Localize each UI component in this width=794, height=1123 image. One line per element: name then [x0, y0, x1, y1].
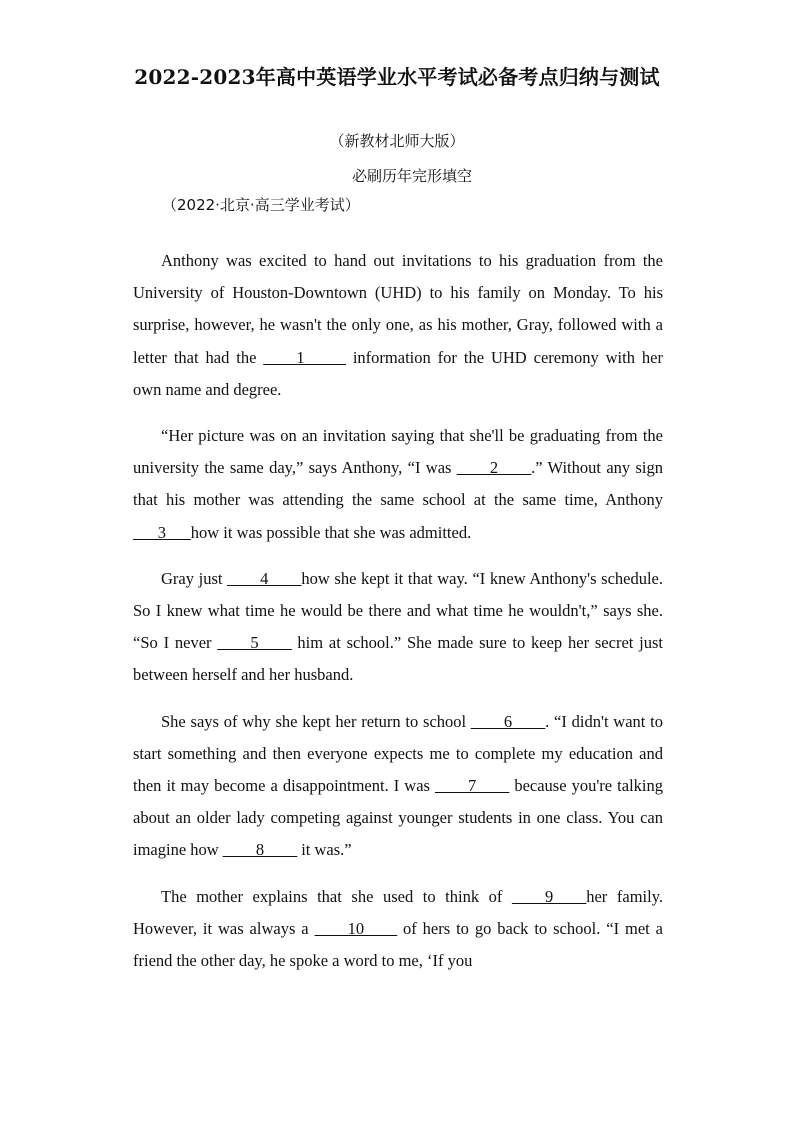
blank-2: ____2____ — [456, 458, 532, 478]
paragraph-text: Anthony was excited to hand out invitations to his graduation from the University of Houston-Downtown (UHD) to his family on Monday. To his surprise, however, he wasn't the only one, as his mother, Gray, followed with a letter that had the — [133, 251, 663, 367]
paragraph-text: her family. However, it was always a — [133, 886, 663, 938]
blank-1: ____1_____ — [263, 347, 346, 367]
paragraph-text: it was.” — [297, 840, 352, 860]
blank-6: ____6____ — [470, 711, 546, 731]
paragraph-2 — [133, 420, 663, 549]
paragraph-4 — [133, 706, 663, 867]
paragraph-text: The mother explains that she used to think of — [161, 886, 512, 906]
paragraph-3 — [133, 563, 663, 692]
paragraph-text: because you're talking about an older lady competing against younger students in one class. You can imagine how — [133, 776, 663, 860]
paragraph-1 — [133, 245, 663, 406]
blank-4: ____4____ — [227, 568, 302, 588]
paragraph-text: how she kept it that way. “I knew Anthony's schedule. So I knew what time he would be there and what time he wouldn't,” says she. “So I never — [133, 568, 663, 653]
paragraph-text: of hers to go back to school. “I met a friend the other day, he spoke a word to me, ‘If you — [133, 918, 663, 971]
paragraph-text: information for the UHD ceremony with her own name and degree. — [133, 347, 663, 399]
blank-9: ____9____ — [511, 886, 587, 906]
paragraph-text: “Her picture was on an invitation saying that she'll be graduating from the university the same day,” says Anthony, “I was — [133, 426, 663, 478]
paragraph-5 — [133, 881, 663, 978]
document-title: 2022-2023年高中英语学业水平考试必备考点归纳与测试 — [134, 65, 660, 89]
paragraph-text: him at school.” She made sure to keep her secret just between herself and her husband. — [133, 633, 664, 685]
blank-8: ____8____ — [222, 840, 298, 860]
edition-label: （新教材北师大版） — [329, 132, 465, 150]
passage — [133, 245, 663, 991]
paragraph-text: .” Without any sign that his mother was attending the same school at the same time, Anthony — [133, 458, 663, 510]
paragraph-text: how it was possible that she was admitted. — [190, 522, 472, 542]
paragraph-text: Gray just — [161, 568, 228, 588]
paragraph-text: . “I didn't want to start something and then everyone expects me to complete my education and then it may become a disappointment. I was — [133, 711, 663, 796]
paragraph-text: She says of why she kept her return to school — [161, 711, 471, 731]
blank-5: ____5____ — [217, 633, 292, 653]
source-label: （2022·北京·高三学业考试） — [162, 196, 360, 214]
blank-7: ____7____ — [435, 776, 510, 796]
blank-3: ___3___ — [133, 522, 191, 542]
blank-10: ____10____ — [314, 918, 398, 938]
section-heading: 必刷历年完形填空 — [351, 167, 472, 185]
